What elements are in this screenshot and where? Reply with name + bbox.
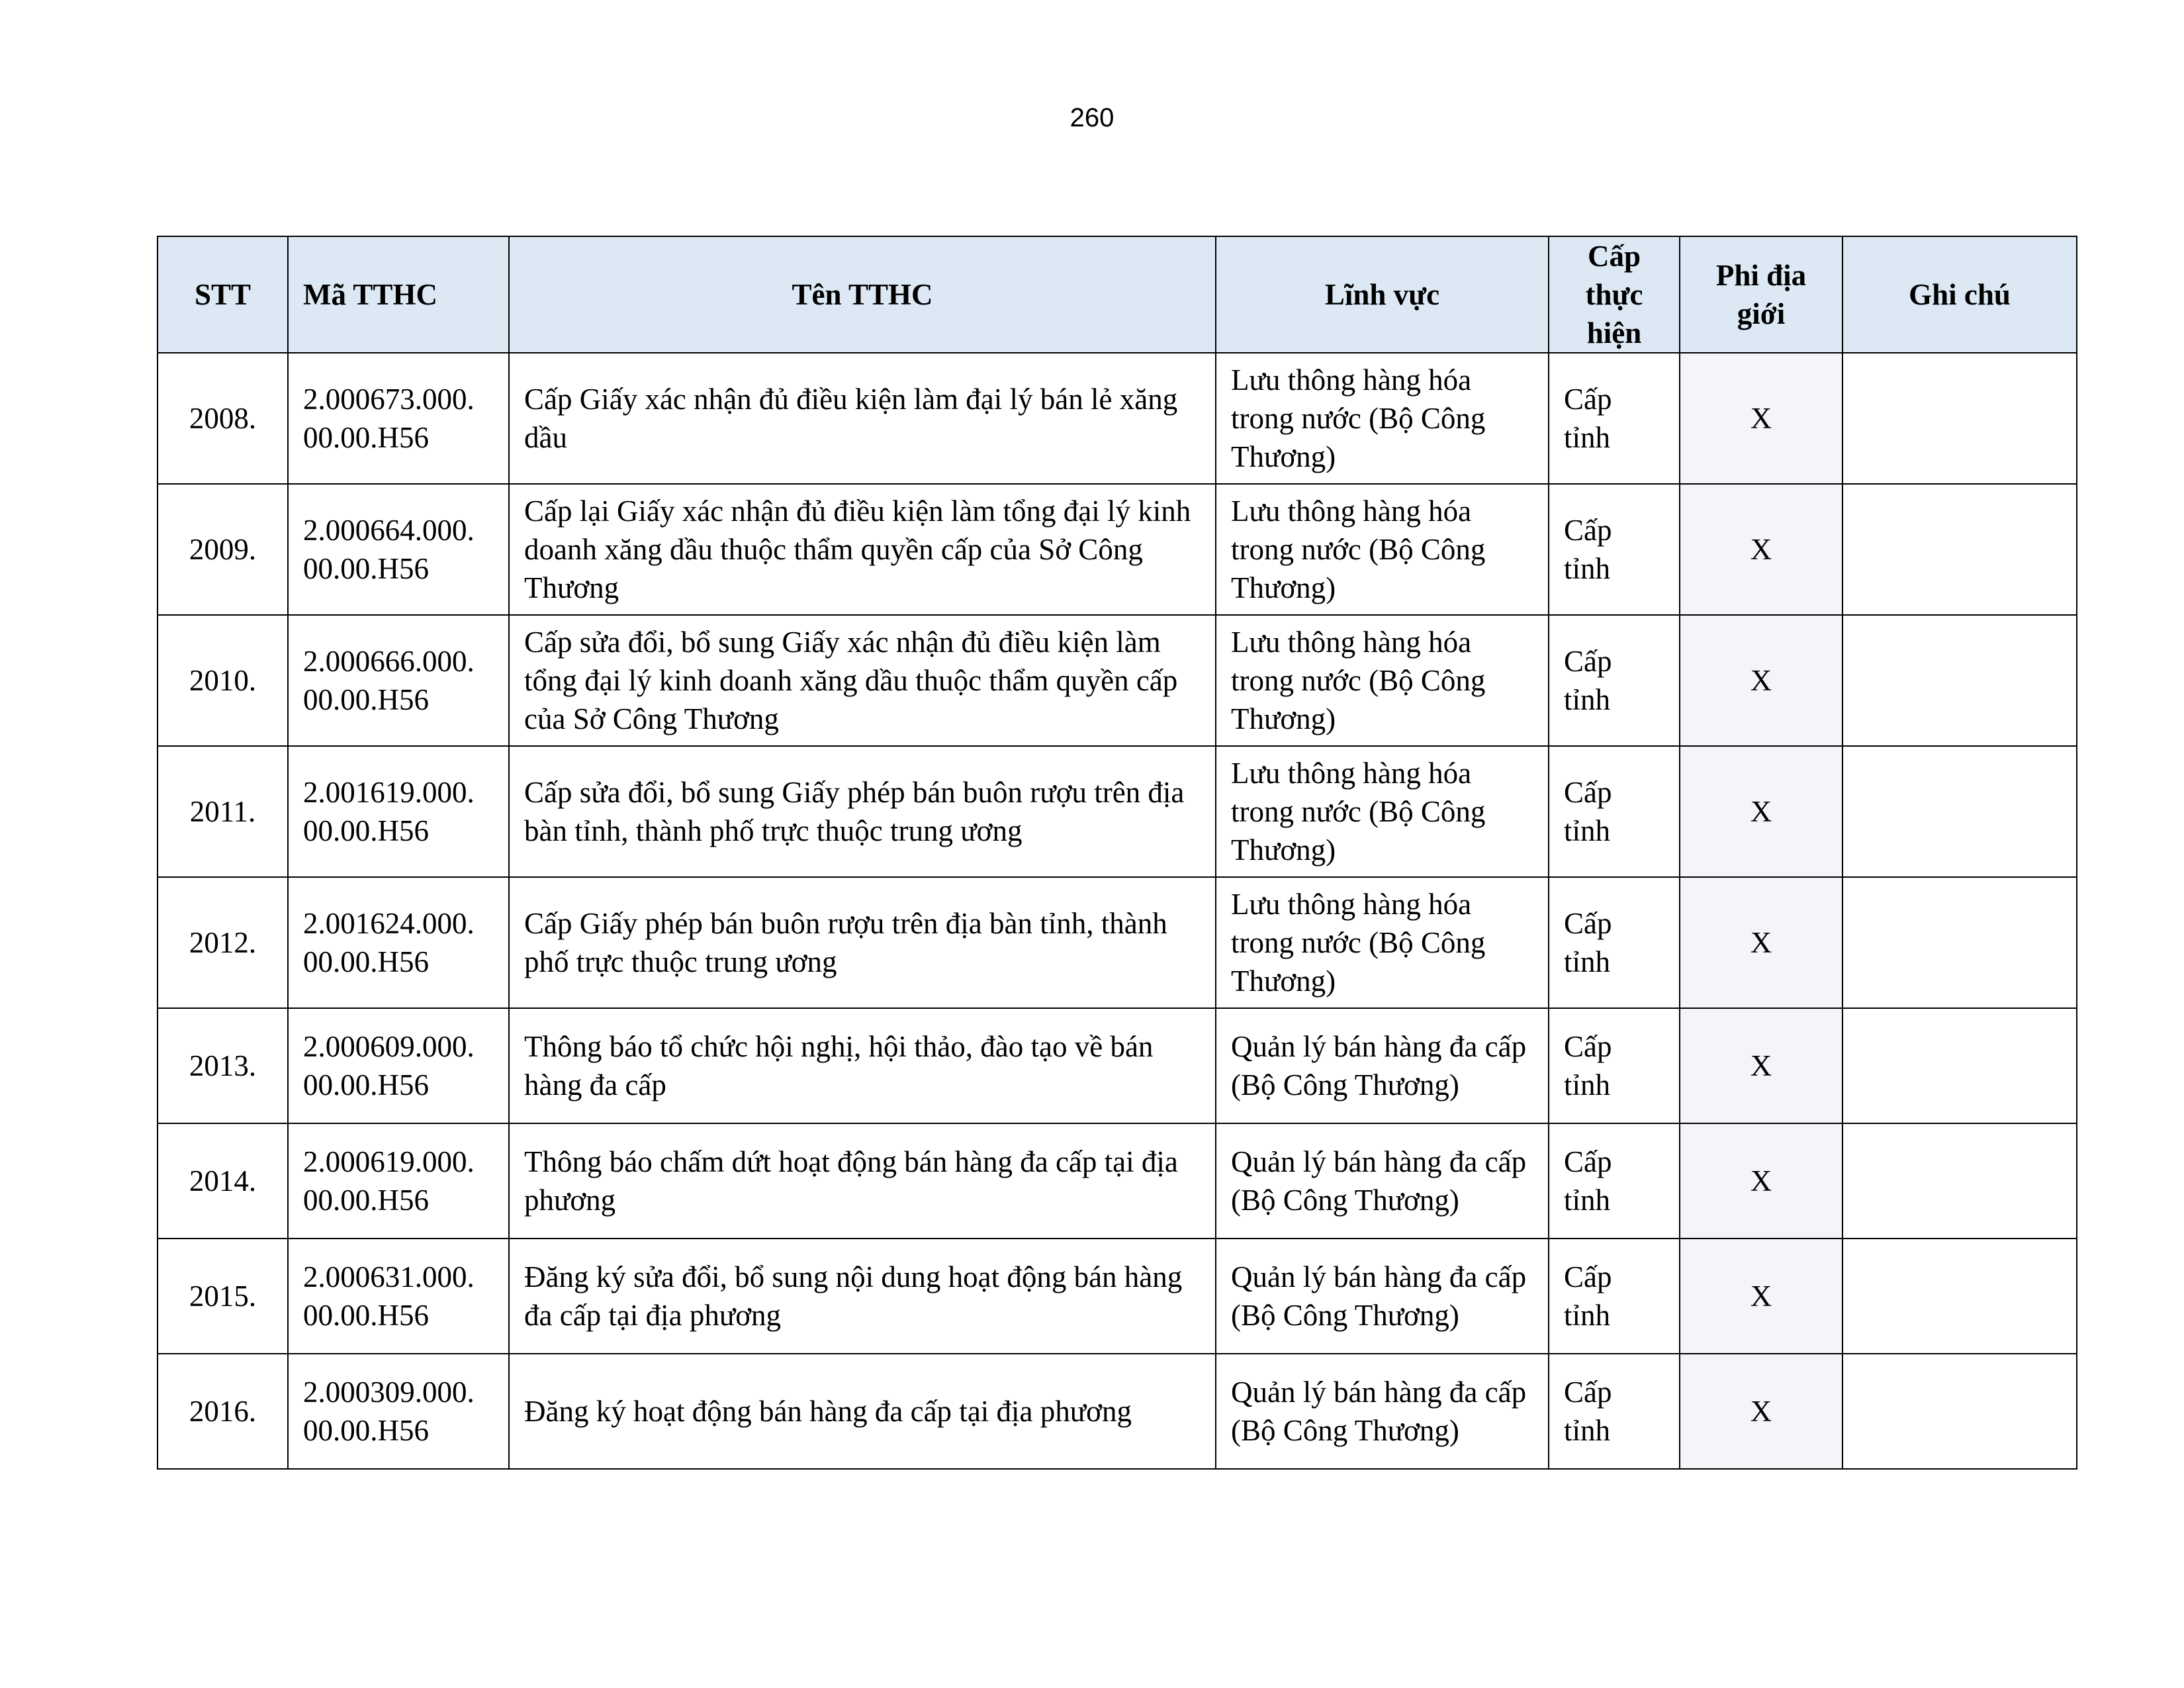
cell-phi: X [1680, 353, 1843, 484]
table-row [158, 1123, 2077, 1239]
cell-field: Quản lý bán hàng đa cấp (Bộ Công Thương) [1216, 1008, 1549, 1123]
code-line1: 2.001624.000. [303, 907, 475, 940]
cell-code [288, 1354, 509, 1469]
cell-field: Quản lý bán hàng đa cấp (Bộ Công Thương) [1216, 1354, 1549, 1469]
level-line2: tỉnh [1564, 1184, 1611, 1217]
table-row [158, 746, 2077, 877]
cell-code [288, 1123, 509, 1239]
cell-stt: 2013. [158, 1008, 288, 1123]
cell-stt: 2008. [158, 353, 288, 484]
cell-name: Đăng ký sửa đổi, bổ sung nội dung hoạt động bán hàng đa cấp tại địa phương [509, 1239, 1216, 1354]
cell-note [1843, 1354, 2077, 1469]
code-line2: 00.00.H56 [303, 814, 429, 847]
code-line1: 2.000631.000. [303, 1260, 475, 1293]
level-line2: tỉnh [1564, 945, 1611, 978]
cell-code [288, 615, 509, 746]
cell-level [1549, 484, 1680, 615]
level-line2: tỉnh [1564, 1068, 1611, 1102]
header-phi [1680, 236, 1843, 353]
cell-name: Cấp lại Giấy xác nhận đủ điều kiện làm tổng đại lý kinh doanh xăng dầu thuộc thẩm quyền cấp của Sở Công Thương [509, 484, 1216, 615]
code-line2: 00.00.H56 [303, 683, 429, 716]
level-line1: Cấp [1564, 383, 1612, 416]
header-name: Tên TTHC [509, 236, 1216, 353]
table-row [158, 1239, 2077, 1354]
level-line1: Cấp [1564, 645, 1612, 678]
cell-stt: 2010. [158, 615, 288, 746]
cell-note [1843, 615, 2077, 746]
cell-level [1549, 1239, 1680, 1354]
level-line2: tỉnh [1564, 683, 1611, 716]
level-line2: tỉnh [1564, 552, 1611, 585]
cell-field: Lưu thông hàng hóa trong nước (Bộ Công Thương) [1216, 484, 1549, 615]
cell-stt: 2009. [158, 484, 288, 615]
code-line1: 2.000609.000. [303, 1030, 475, 1063]
cell-stt: 2016. [158, 1354, 288, 1469]
cell-phi: X [1680, 1008, 1843, 1123]
header-phi-line1: Phi địa [1715, 259, 1807, 292]
table-row [158, 484, 2077, 615]
header-level-line2: thực [1585, 278, 1643, 311]
cell-field: Quản lý bán hàng đa cấp (Bộ Công Thương) [1216, 1239, 1549, 1354]
cell-field: Lưu thông hàng hóa trong nước (Bộ Công Thương) [1216, 877, 1549, 1008]
cell-field: Quản lý bán hàng đa cấp (Bộ Công Thương) [1216, 1123, 1549, 1239]
table-row [158, 615, 2077, 746]
code-line2: 00.00.H56 [303, 945, 429, 978]
cell-phi: X [1680, 877, 1843, 1008]
cell-phi: X [1680, 746, 1843, 877]
cell-level [1549, 746, 1680, 877]
cell-note [1843, 746, 2077, 877]
level-line1: Cấp [1564, 514, 1612, 547]
cell-name: Thông báo chấm dứt hoạt động bán hàng đa cấp tại địa phương [509, 1123, 1216, 1239]
cell-note [1843, 1123, 2077, 1239]
code-line2: 00.00.H56 [303, 1068, 429, 1102]
level-line2: tỉnh [1564, 1299, 1611, 1332]
header-phi-line2: giới [1737, 297, 1786, 330]
cell-code [288, 484, 509, 615]
cell-level [1549, 615, 1680, 746]
cell-code [288, 746, 509, 877]
header-level-line3: hiện [1586, 316, 1642, 350]
cell-phi: X [1680, 1354, 1843, 1469]
cell-note [1843, 877, 2077, 1008]
cell-level [1549, 1123, 1680, 1239]
table-row [158, 1354, 2077, 1469]
table-header-row [158, 236, 2077, 353]
code-line1: 2.000664.000. [303, 514, 475, 547]
cell-level [1549, 877, 1680, 1008]
cell-name: Thông báo tổ chức hội nghị, hội thảo, đào tạo về bán hàng đa cấp [509, 1008, 1216, 1123]
cell-phi: X [1680, 484, 1843, 615]
header-note: Ghi chú [1843, 236, 2077, 353]
level-line1: Cấp [1564, 907, 1612, 940]
cell-name: Cấp sửa đổi, bổ sung Giấy xác nhận đủ điều kiện làm tổng đại lý kinh doanh xăng dầu thuộc thẩm quyền cấp của Sở Công Thương [509, 615, 1216, 746]
cell-field: Lưu thông hàng hóa trong nước (Bộ Công Thương) [1216, 353, 1549, 484]
cell-phi: X [1680, 615, 1843, 746]
code-line2: 00.00.H56 [303, 1299, 429, 1332]
level-line1: Cấp [1564, 1145, 1612, 1178]
cell-name: Cấp sửa đổi, bổ sung Giấy phép bán buôn rượu trên địa bàn tỉnh, thành phố trực thuộc trung ương [509, 746, 1216, 877]
cell-code [288, 1239, 509, 1354]
header-code: Mã TTHC [288, 236, 509, 353]
code-line1: 2.001619.000. [303, 776, 475, 809]
code-line2: 00.00.H56 [303, 421, 429, 454]
cell-field: Lưu thông hàng hóa trong nước (Bộ Công Thương) [1216, 615, 1549, 746]
cell-code [288, 877, 509, 1008]
page-number: 260 [1069, 103, 1115, 132]
table-row [158, 877, 2077, 1008]
header-field: Lĩnh vực [1216, 236, 1549, 353]
cell-phi: X [1680, 1123, 1843, 1239]
cell-field: Lưu thông hàng hóa trong nước (Bộ Công Thương) [1216, 746, 1549, 877]
table-row [158, 353, 2077, 484]
cell-name: Đăng ký hoạt động bán hàng đa cấp tại địa phương [509, 1354, 1216, 1469]
table-row [158, 1008, 2077, 1123]
cell-note [1843, 1239, 2077, 1354]
level-line2: tỉnh [1564, 421, 1611, 454]
level-line1: Cấp [1564, 1376, 1612, 1409]
cell-code [288, 353, 509, 484]
cell-level [1549, 1008, 1680, 1123]
header-level-line1: Cấp [1587, 240, 1641, 273]
cell-note [1843, 1008, 2077, 1123]
header-stt: STT [158, 236, 288, 353]
procedures-table [157, 236, 2077, 1470]
cell-phi: X [1680, 1239, 1843, 1354]
cell-name: Cấp Giấy xác nhận đủ điều kiện làm đại lý bán lẻ xăng dầu [509, 353, 1216, 484]
code-line1: 2.000309.000. [303, 1376, 475, 1409]
cell-code [288, 1008, 509, 1123]
level-line1: Cấp [1564, 1260, 1612, 1293]
cell-level [1549, 353, 1680, 484]
code-line2: 00.00.H56 [303, 1414, 429, 1447]
level-line1: Cấp [1564, 1030, 1612, 1063]
cell-name: Cấp Giấy phép bán buôn rượu trên địa bàn tỉnh, thành phố trực thuộc trung ương [509, 877, 1216, 1008]
level-line2: tỉnh [1564, 1414, 1611, 1447]
level-line2: tỉnh [1564, 814, 1611, 847]
code-line1: 2.000619.000. [303, 1145, 475, 1178]
code-line1: 2.000666.000. [303, 645, 475, 678]
level-line1: Cấp [1564, 776, 1612, 809]
cell-stt: 2015. [158, 1239, 288, 1354]
header-level [1549, 236, 1680, 353]
cell-stt: 2012. [158, 877, 288, 1008]
cell-stt: 2014. [158, 1123, 288, 1239]
code-line2: 00.00.H56 [303, 1184, 429, 1217]
code-line2: 00.00.H56 [303, 552, 429, 585]
cell-level [1549, 1354, 1680, 1469]
cell-note [1843, 484, 2077, 615]
code-line1: 2.000673.000. [303, 383, 475, 416]
cell-note [1843, 353, 2077, 484]
cell-stt: 2011. [158, 746, 288, 877]
